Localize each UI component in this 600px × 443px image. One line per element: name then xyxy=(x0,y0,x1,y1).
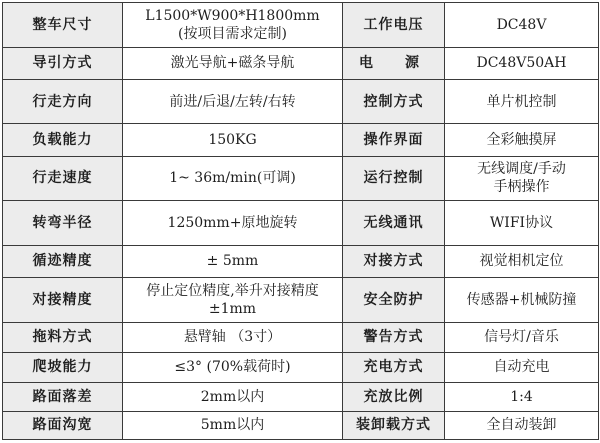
spec-label: 负载能力 xyxy=(3,124,123,156)
spec-label: 行走速度 xyxy=(3,156,123,201)
spec-label: 整车尺寸 xyxy=(3,3,123,48)
table-row xyxy=(3,245,599,277)
spec-value-line: 150KG xyxy=(208,132,257,148)
spec-value xyxy=(445,245,599,277)
spec-value-line: L1500*W900*H1800mm xyxy=(145,7,320,24)
spec-value-line: 自动充电 xyxy=(493,359,550,376)
spec-value-line: 停止定位精度,举升对接精度 xyxy=(146,282,319,299)
spec-label: 控制方式 xyxy=(343,79,445,124)
spec-label: 充电方式 xyxy=(343,352,445,382)
spec-label: 充放比例 xyxy=(343,382,445,411)
spec-value xyxy=(123,79,343,124)
spec-value-line: 前进/后退/左转/右转 xyxy=(169,93,296,110)
spec-label: 转弯半径 xyxy=(3,201,123,246)
spec-value xyxy=(445,201,599,246)
spec-value xyxy=(123,278,343,323)
spec-value xyxy=(445,322,599,352)
table-row xyxy=(3,3,599,48)
spec-value xyxy=(123,156,343,201)
spec-label: 装卸载方式 xyxy=(343,411,445,439)
spec-value xyxy=(123,382,343,411)
spec-value xyxy=(445,124,599,156)
spec-value-line: ≤3° (70%载荷时) xyxy=(174,359,291,376)
spec-label: 工作电压 xyxy=(343,3,445,48)
table-row xyxy=(3,322,599,352)
table-row xyxy=(3,79,599,124)
spec-value xyxy=(445,411,599,439)
spec-label: 运行控制 xyxy=(343,156,445,201)
spec-label: 对接方式 xyxy=(343,245,445,277)
spec-value-line: 单片机控制 xyxy=(486,93,557,110)
spec-value-line: 全彩触摸屏 xyxy=(486,132,557,148)
table-row xyxy=(3,124,599,156)
spec-label: 路面落差 xyxy=(3,382,123,411)
spec-label: 爬坡能力 xyxy=(3,352,123,382)
spec-value-line: 1:4 xyxy=(510,388,533,405)
spec-label: 导引方式 xyxy=(3,47,123,79)
spec-value-line: 视觉相机定位 xyxy=(479,253,564,270)
spec-value xyxy=(123,47,343,79)
spec-value-line: 全自动装卸 xyxy=(486,417,557,434)
spec-value xyxy=(445,382,599,411)
spec-value-line: WIFI协议 xyxy=(489,215,554,232)
spec-label: 拖料方式 xyxy=(3,322,123,352)
spec-label: 电 源 xyxy=(343,47,445,79)
spec-value xyxy=(123,352,343,382)
table-row xyxy=(3,47,599,79)
spec-value-line: 手柄操作 xyxy=(493,179,550,196)
table-row xyxy=(3,278,599,323)
table-row xyxy=(3,201,599,246)
spec-value xyxy=(445,47,599,79)
spec-value-line: DC48V50AH xyxy=(476,55,567,72)
spec-label: 无线通讯 xyxy=(343,201,445,246)
spec-value xyxy=(445,352,599,382)
spec-label: 对接精度 xyxy=(3,278,123,323)
spec-value xyxy=(123,322,343,352)
table-row xyxy=(3,382,599,411)
spec-value-line: ± 5mm xyxy=(206,253,259,270)
spec-label: 路面沟宽 xyxy=(3,411,123,439)
spec-value xyxy=(123,201,343,246)
spec-value-line: 无线调度/手动 xyxy=(477,161,566,178)
spec-label: 循迹精度 xyxy=(3,245,123,277)
spec-value xyxy=(123,245,343,277)
spec-value xyxy=(123,411,343,439)
spec-label: 行走方向 xyxy=(3,79,123,124)
spec-value-line: 1250mm+原地旋转 xyxy=(167,215,298,232)
spec-value xyxy=(445,3,599,48)
spec-value-line: 信号灯/音乐 xyxy=(484,329,559,346)
spec-value xyxy=(123,3,343,48)
table-row xyxy=(3,352,599,382)
spec-value-line: 悬臂轴 （3寸） xyxy=(183,329,282,346)
table-row xyxy=(3,411,599,439)
spec-label: 安全防护 xyxy=(343,278,445,323)
table-row xyxy=(3,156,599,201)
spec-value xyxy=(445,278,599,323)
spec-label: 操作界面 xyxy=(343,124,445,156)
spec-value xyxy=(445,79,599,124)
specification-table xyxy=(2,2,599,440)
spec-value-line: 5mm以内 xyxy=(200,417,265,434)
spec-value-line: 2mm以内 xyxy=(200,388,265,405)
spec-value-line: 传感器+机械防撞 xyxy=(466,291,577,308)
spec-label: 警告方式 xyxy=(343,322,445,352)
spec-value xyxy=(445,156,599,201)
spec-value xyxy=(123,124,343,156)
spec-value-line: ±1mm xyxy=(208,300,257,317)
spec-value-line: (按项目需求定制) xyxy=(178,25,287,42)
spec-value-line: DC48V xyxy=(496,16,547,33)
spec-value-line: 1~ 36m/min(可调) xyxy=(169,170,296,187)
spec-value-line: 激光导航+磁条导航 xyxy=(170,55,295,72)
